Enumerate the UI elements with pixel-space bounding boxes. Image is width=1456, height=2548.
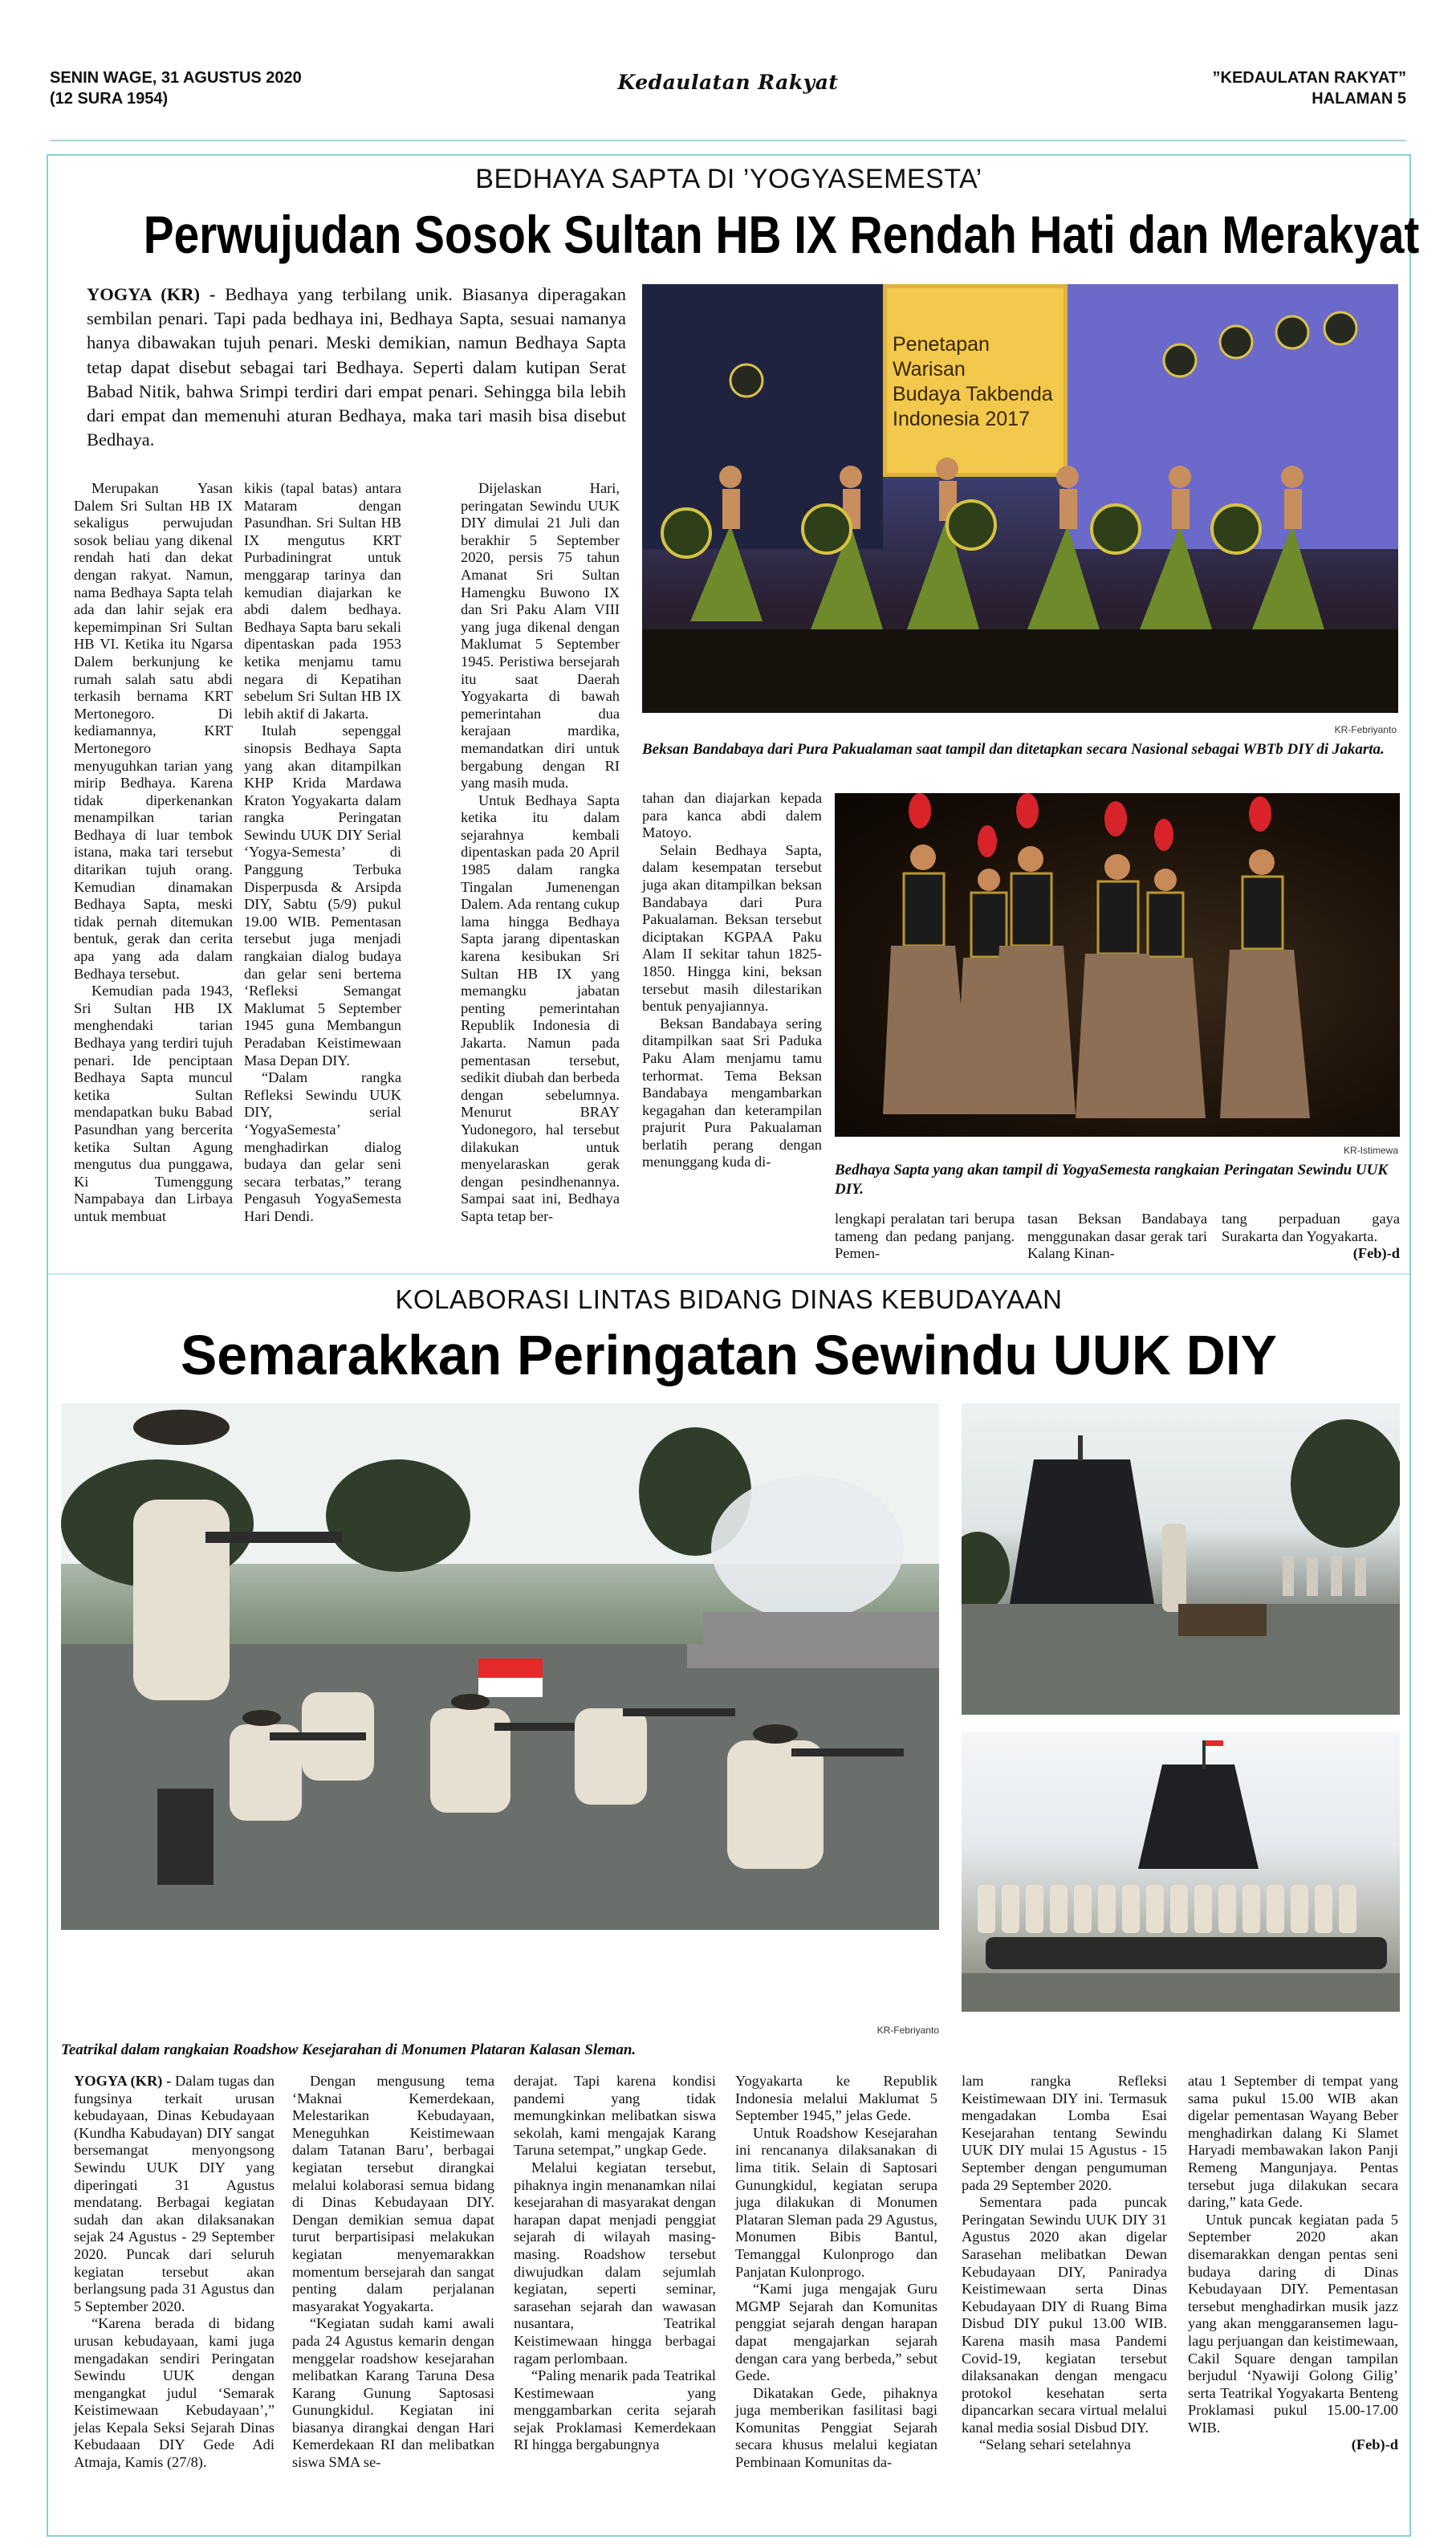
article2-col3-p3: “Paling menarik pada Teatrikal Kestimewaan yang menggambarkan cerita sejarah sejak Proklamasi Kemerdekaan RI hingga bergabungnya [514,2367,716,2453]
article1-headline: Perwujudan Sosok Sultan HB IX Rendah Hati dan Merakyat [143,205,1420,264]
article1-col4-p2: Selain Bedhaya Sapta, dalam kesempatan tersebut juga akan ditampilkan beksan Bandabaya dari Pura Pakualaman. Beksan tersebut diciptakan KGPAA Paku Alam II sekitar tahun 1825-1850. Hingga kini, beksan tersebut masih dilestarikan bentuk penyajiannya. [642,841,822,1015]
article2-signature: (Feb)-d [1351,2436,1398,2453]
article2-headline: Semarakkan Peringatan Sewindu UUK DIY [181,1324,1277,1386]
article2-col2-p2: “Kegiatan sudah kami awali pada 24 Agustus kemarin dengan menggelar roadshow kesejarahan melibatkan Karang Taruna Desa Karang Gunung Saptosasi Gunungkidul. Kegiatan ini biasanya dirangkai dengan Hari Kemerdekaan RI dan melibatkan siswa SMA se- [292,2315,494,2471]
article2-col5-p1: lam rangka Refleksi Keistimewaan DIY ini. Termasuk mengadakan Lomba Esai Kesejarahan tentang Sewindu UUK DIY mulai 15 Agustus - 15 September dengan pengumuman pada 29 September 2020. [962,2073,1167,2193]
article1-col3-p1: Dijelaskan Hari, peringatan Sewindu UUK DIY dimulai 21 Juli dan berakhir 5 September 2020, persis 75 tahun Amanat Sri Sultan Hamengku Buwono IX dan Sri Paku Alam VIII yang juga dikenal dengan Maklumat 5 September 1945. Peristiwa bersejarah itu saat Daerah Yogyakarta di bawah pemerintahan dua kerajaan mardika, memandatkan diri untuk bergabung dengan RI yang masih muda. [461,480,620,792]
article1-column-6 [1027,1211,1207,1263]
photo-teatrikal-roadshow [61,1403,939,1930]
article1-lead-text: Bedhaya yang terbilang unik. Biasanya diperagakan sembilan penari. Tapi pada bedhaya ini, Bedhaya Sapta, sesuai namanya hanya dibawakan tujuh penari. Meski demikian, namun Bedhaya Sapta tetap dapat disebut sebagai tari Bedhaya. Seperti dalam kutipan Serat Babad Nitik, bahwa Srimpi terdiri dari empat penari. Sehingga bila lebih dari empat dan memenuhi aturan Bedhaya, maka tari masih bisa disebut Bedhaya. [87,284,626,450]
header-hijri-date: (12 SURA 1954) [50,90,169,108]
header-page-number: HALAMAN 5 [1312,90,1406,108]
article2-col4-p1: Yogyakarta ke Republik Indonesia melalui Maklumat 5 September 1945,” jelas Gede. [735,2073,937,2124]
article1-col2-p1: kikis (tapal batas) antara Mataram dengan Pasundhan. Sri Sultan HB IX mengutus KRT Purbadiningrat untuk menggarap tarinya dan kemudian diajarkan ke abdi dalem bedhaya. Bedhaya Sapta baru sekali dipentaskan pada 1953 ketika menjamu tamu negara di Kepatihan sebelum Sri Sultan HB IX lebih aktif di Jakarta. [244,480,401,722]
photo2-credit: KR-Istimewa [1343,1145,1398,1156]
article2-col2-p1: Dengan mengusung tema ‘Maknai Kemerdekaan, Melestarikan Kebudayaan, Meneguhkan Keistimewaan dalam Tatanan Baru’, berbagai kegiatan tersebut dirangkai melalui kolaborasi semua bidang di Dinas Kebudayaan DIY. Dengan demikian semua dapat turut berpartisipasi melakukan kegiatan menyemarakkan momentum bersejarah dan sangat penting dalam perjalanan masyarakat Yogyakarta. [292,2073,494,2314]
article2-dateline: YOGYA (KR) - [74,2073,172,2089]
article-divider [48,1273,1409,1275]
masthead-logo: Kedaulatan Rakyat [617,71,839,94]
article1-col4-p1: tahan dan diajarkan kepada para kanca abdi dalem Matoyo. [642,790,822,841]
article1-column-1 [74,480,233,1226]
article2-column-6 [1188,2073,1398,2454]
header-paper-name: ”KEDAULATAN RAKYAT” [1212,69,1406,87]
article2-col5-p3: “Selang sehari setelahnya [979,2436,1131,2453]
article1-column-3 [461,480,620,1226]
article2-col1-p1-text: Dalam tugas dan fungsinya terkait urusan kebudayaan, Dinas Kebudayaan (Kundha Kabudayan) DIY sangat bersemangat menyongsong Sewindu UUK DIY yang diperingati 31 Agustus mendatang. Berbagai kegiatan sudah dan akan dilaksanakan sejak 24 Agustus - 29 September 2020. Puncak dari seluruh kegiatan tersebut akan berlangsung pada 31 Agustus dan 5 September 2020. [74,2073,275,2314]
article2-column-4 [735,2073,937,2472]
article1-tail-2: tasan Beksan Bandabaya menggunakan dasar gerak tari Kalang Kinan- [1027,1211,1207,1262]
photo-beksan-bandabaya [642,284,1398,713]
article1-lead [87,283,626,452]
article2-photo-caption: Teatrikal dalam rangkaian Roadshow Kesejarahan di Monumen Plataran Kalasan Sleman. [61,2041,636,2058]
article2-column-5 [962,2073,1167,2454]
photo-bedhaya-sapta-illustration [835,793,1400,1137]
article1-lead-dateline: YOGYA (KR) - [87,284,216,304]
article2-column-3 [514,2073,716,2454]
photo1-banner-text [893,332,1064,432]
header-page-block [1213,67,1406,109]
header-date: SENIN WAGE, 31 AGUSTUS 2020 [50,69,302,87]
article1-col1-p2: Kemudian pada 1943, Sri Sultan HB IX menghendaki tarian Bedhaya yang terdiri tujuh penari. Ide penciptaan Bedhaya Sapta muncul ketika Sultan mendapatkan buku Babad Pasundhan yang bercerita ketika Sultan Agung mengutus dua punggawa, Ki Tumenggung Nampabaya dan Lirbaya untuk membuat [74,983,233,1224]
article1-col2-p3: “Dalam rangka Refleksi Sewindu UUK DIY, serial ‘YogyaSemesta’ menghadirkan dialog budaya dan gelar seni secara terbatas,” terang Pengasuh YogyaSemesta Hari Dendi. [244,1069,401,1224]
article1-tail-1: lengkapi peralatan tari berupa tameng dan pedang panjang. Pemen- [835,1211,1015,1262]
page-header [50,67,1406,124]
photo-monumen-plataran [962,1403,1400,1715]
article1-column-7 [1222,1211,1400,1263]
article1-column-4 [642,790,822,1171]
photo2-caption: Bedhaya Sapta yang akan tampil di YogyaSemesta rangkaian Peringatan Sewindu UUK DIY. [835,1162,1389,1198]
article2-col4-p4: Dikatakan Gede, pihaknya juga memberikan fasilitasi bagi Komunitas Penggiat Sejarah secara khusus melalui kegiatan Pembinaan Komunitas da- [735,2384,937,2471]
photo1-caption: Beksan Bandabaya dari Pura Pakualaman saat tampil dan ditetapkan secara Nasional sebagai WBTb DIY di Jakarta. [642,741,1385,758]
photo-teatrikal-illustration [61,1403,939,1930]
article2-photo-credit: KR-Febriyanto [876,2025,939,2036]
article1-tail-3: tang perpaduan gaya Surakarta dan Yogyakarta. [1222,1211,1400,1244]
article2-col4-p2: Untuk Roadshow Kesejarahan ini rencananya dilaksanakan di lima titik. Selain di Saptosari Gunungkidul, kegiatan serupa juga dilakukan di Monumen Plataran Sleman pada 29 Agustus, Monumen Bibis Bantul, Temanggal Kulonprogo dan Panjatan Kulonprogo. [735,2124,937,2280]
article2-col3-p2: Melalui kegiatan tersebut, pihaknya ingin menanamkan nilai kesejarahan di masyarakat dengan harapan dapat menjadi penggiat sejarah di wilayah masing-masing. Roadshow tersebut diwujudkan dalam sejumlah kegiatan, seperti seminar, sarasehan sejarah dan wawasan nusantara, Teatrikal Keistimewaan hingga berbagai ragam perlombaan. [514,2159,716,2367]
photo-bedhaya-sapta [835,793,1400,1137]
article1-col1-p1: Merupakan Yasan Dalem Sri Sultan HB IX sekaligus perwujudan sosok beliau yang dikenal rendah hati dan dekat dengan rakyat. Namun, nama Bedhaya Sapta telah ada dan lahir sejak era kepemimpinan Sri Sultan HB VI. Ketika itu Ngarsa Dalem berkunjung ke rumah salah satu abdi terkasih bernama KRT Mertonegoro. Di kediamannya, KRT Mertonegoro menyuguhkan tarian yang mirip Bedhaya. Karena tidak diperkenankan menampilkan tarian Bedhaya di luar tembok istana, maka tari tersebut ditarikan tujuh orang. Kemudian dinamakan Bedhaya Sapta, meski tidak pernah ditemukan bentuk, gerak dan cerita apa yang ada dalam Bedhaya tersebut. [74,480,233,982]
article1-column-2 [244,480,401,1226]
article2-column-2 [292,2073,494,2472]
photo-monumen-illustration [962,1403,1400,1715]
article2-column-1 [74,2073,275,2472]
article1-column-5 [835,1211,1015,1263]
article1-signature: (Feb)-d [1352,1245,1400,1262]
article1-col4-p3: Beksan Bandabaya sering ditampilkan saat Sri Paduka Paku Alam menjamu tamu terhormat. Tema Beksan Bandabaya mengambarkan kegagahan dan keterampilan prajurit Pura Pakualaman berlatih perang dengan menunggang kuda di- [642,1015,822,1170]
photo-group-monumen [962,1732,1400,2012]
article2-col5-p2: Sementara pada puncak Peringatan Sewindu UUK DIY 31 Agustus 2020 akan digelar Sarasehan melibatkan Dewan Kebudayaan DIY, Paniradya Keistimewaan serta Dinas Kebudayaan DIY di Ruang Bima Disbud DIY pukul 13.00 WIB. Karena masih masa Pandemi Covid-19, kegiatan tersebut dilaksanakan dengan mengacu protokol kesehatan serta dipancarkan secara virtual melalui kanal media sosial Disbud DIY. [962,2194,1167,2436]
photo1-banner-line3: Indonesia 2017 [893,408,1030,430]
article2-col3-p1: derajat. Tapi karena kondisi pandemi yang tidak memungkinkan melibatkan siswa sekolah, kami mengajak Karang Taruna setempat,” ungkap Gede. [514,2073,716,2159]
photo-group-illustration [962,1732,1400,2012]
photo1-banner-line2: Budaya Takbenda [893,383,1053,405]
article2-col1-p1 [74,2073,275,2315]
article2-col6-p1: atau 1 September di tempat yang sama pukul 15.00 WIB akan digelar pementasan Wayang Beber menghadirkan dalang Ki Slamet Haryadi membawakan lakon Panji Remeng Mangunjaya. Pentas tersebut juga dilakukan secara daring,” kata Gede. [1188,2073,1398,2211]
article1-col2-p2: Itulah sepenggal sinopsis Bedhaya Sapta yang akan ditampilkan KHP Krida Mardawa Kraton Yogyakarta dalam rangka Peringatan Sewindu UUK DIY Serial ‘Yogya-Semesta’ di Panggung Terbuka Disperpusda & Arsipda DIY, Sabtu (5/9) pukul 19.00 WIB. Pementasan tersebut juga menjadi rangkaian dialog budaya dan gelar seni bertema ‘Refleksi Semangat Maklumat 5 September 1945 guna Membangun Peradaban Keistimewaan Masa Depan DIY. [244,722,401,1068]
article2-col4-p3: “Kami juga mengajak Guru MGMP Sejarah dan Komunitas penggiat sejarah dengan harapan dapat mengajarkan sejarah dengan cara yang berbeda,” sebut Gede. [735,2281,937,2384]
header-rule [50,140,1406,141]
photo1-banner-line1: Penetapan Warisan [893,333,990,381]
article2-col1-p2: “Karena berada di bidang urusan kebudayaan, kami juga mengadakan sendiri Peringatan Sewindu UUK dengan mengangkat judul ‘Semarak Keistimewaan Kebudayaan’,” jelas Kepala Seksi Sejarah Dinas Kebudaaan DIY Gede Adi Atmaja, Kamis (27/8). [74,2315,275,2471]
article2-kicker: KOLABORASI LINTAS BIDANG DINAS KEBUDAYAAN [395,1284,1063,1314]
article1-kicker: BEDHAYA SAPTA DI ’YOGYASEMESTA’ [475,164,982,194]
article2-col6-p2: Untuk puncak kegiatan pada 5 September 2020 akan disemarakkan dengan pentas seni budaya daring di Dinas Kebudayaan DIY. Pementasan tersebut menghadirkan musik jazz yang akan menggaransemen lagu-lagu perjuangan dan keistimewaan, Cakil Square dengan tampilan berjudul ‘Nyawiji Golong Gilig’ serta Teatrikal Yogyakarta Benteng Proklamasi pukul 15.00-17.00 WIB. [1188,2211,1398,2436]
photo1-credit: KR-Febriyanto [1334,724,1397,735]
article1-col3-p2: Untuk Bedhaya Sapta ketika itu dalam sejarahnya kembali dipentaskan pada 20 April 1985 dalam rangka Tingalan Jumenengan Dalem. Ada rentang cukup lama hingga Bedhaya Sapta jarang dipentaskan karena kesibukan Sri Sultan HB IX yang memangku jabatan penting pemerintahan Republik Indonesia di Jakarta. Namun pada pementasan tersebut, sedikit diubah dan berbeda dengan sebelumnya. Menurut BRAY Yudonegoro, hal tersebut dilakukan untuk menyelaraskan gerak dengan pesindhenannya. Sampai saat ini, Bedhaya Sapta tetap ber- [461,792,620,1224]
